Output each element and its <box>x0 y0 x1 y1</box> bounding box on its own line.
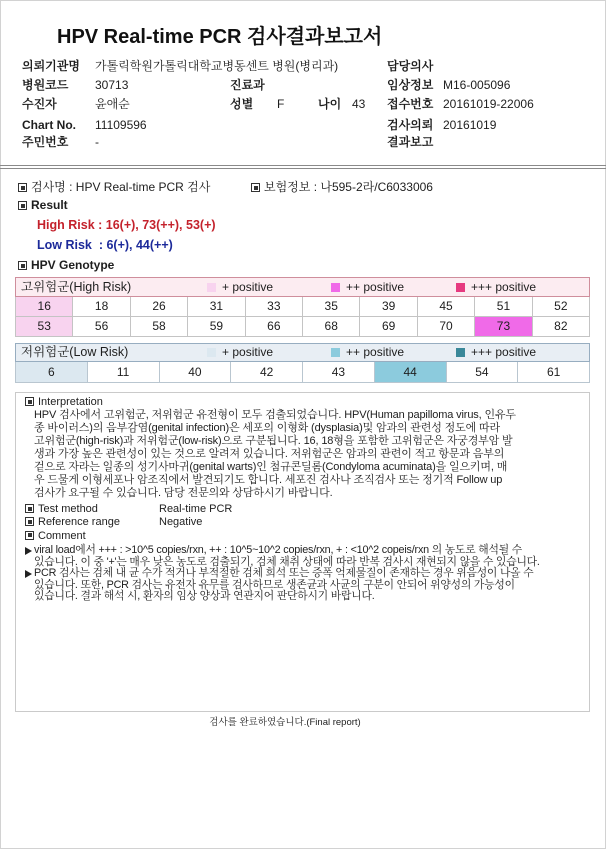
reference-range-label: Reference range <box>38 516 120 528</box>
square-bullet-icon <box>25 397 34 406</box>
legend-item-triple-positive <box>456 278 536 296</box>
comment-item <box>25 545 583 568</box>
report-title: HPV Real-time PCR 검사결과보고서 <box>57 26 383 48</box>
resident-number-value: - <box>95 135 99 149</box>
color-swatch-icon <box>207 283 216 292</box>
low-risk-genotype-cell: 43 <box>303 362 375 383</box>
comment-line: 있습니다. 결과 해석 시, 환자의 임상 양상과 연관지어 판단하시기 바랍니다. <box>34 590 375 603</box>
high-risk-genotype-cell: 18 <box>73 297 130 317</box>
chart-number-label: Chart No. <box>22 118 76 132</box>
color-swatch-icon <box>331 283 340 292</box>
square-bullet-icon <box>18 261 27 270</box>
comment-line: 있습니다. 이 중 '+'는 매우 낮은 농도로 검출되기, 검체 채취 상태에 따라 반복 검사시 재현되지 않을 수 있습니다. <box>34 555 540 568</box>
low-risk-genotype-grid <box>15 362 590 383</box>
report-date-label: 결과보고 <box>387 135 434 149</box>
insurance-info: 보험정보 : 나595-2라/C6033006 <box>264 180 433 194</box>
patient-name-value: 윤애순 <box>95 97 130 111</box>
test-name-row <box>18 180 210 194</box>
low-risk-genotype-cell: 61 <box>518 362 590 383</box>
comment-line: viral load에서 +++ : >10^5 copies/rxn, ++ : 10^5~10^2 copies/rxn, + : <10^2 copeis/rxn 의 농도로 해석될 수 <box>34 544 522 556</box>
clinical-info-label: 임상정보 <box>387 78 434 92</box>
high-risk-genotype-cell: 69 <box>360 317 417 337</box>
interpretation-line: HPV 검사에서 고위험군, 저위험군 유전형이 모두 검출되었습니다. HPV(Human papilloma virus, 인유두 <box>34 409 516 421</box>
interpretation-heading-text: Interpretation <box>38 396 103 408</box>
low-risk-genotype-row <box>15 362 590 383</box>
interpretation-line: 생과 가장 높은 관련성이 있는 것으로 알려져 있습니다. 저위험군은 암과의 관련이 적고 항문과 음부의 <box>34 448 505 460</box>
square-bullet-icon <box>18 201 27 210</box>
high-risk-genotype-cell: 66 <box>246 317 303 337</box>
comment-line: 있습니다. 또한, PCR 검사는 유전자 유무를 검사하므로 생존균과 사균의 구분이 안되어 위양성의 가능성이 <box>34 578 515 591</box>
physician-label: 담당의사 <box>387 59 434 73</box>
interpretation-line: 고위험군(high-risk)과 저위험군(low-risk)으로 구분됩니다. 16, 18형을 포함한 고위험군은 자궁경부암 발 <box>34 435 513 447</box>
high-risk-genotype-cell: 16 <box>15 297 73 317</box>
patient-name-label: 수진자 <box>22 97 57 111</box>
resident-number-label: 주민번호 <box>22 135 69 149</box>
hospital-code-label: 병원코드 <box>22 78 69 92</box>
low-risk-genotype-cell: 44 <box>375 362 447 383</box>
reference-range-value: Negative <box>159 516 203 528</box>
age-value: 43 <box>352 97 366 111</box>
age-label: 나이 <box>318 97 342 111</box>
low-risk-genotype-cell: 11 <box>88 362 160 383</box>
department-label: 진료과 <box>230 78 265 92</box>
clinical-info-value: M16-005096 <box>443 78 511 92</box>
legend-label: ++ positive <box>346 345 405 359</box>
request-date-value: 20161019 <box>443 118 497 132</box>
genotype-heading-text: HPV Genotype <box>31 258 115 272</box>
triangle-bullet-icon <box>25 570 32 578</box>
color-swatch-icon <box>456 348 465 357</box>
low-risk-table-header <box>15 343 590 362</box>
square-bullet-icon <box>25 517 34 526</box>
completion-note: 검사를 완료하였습니다.(Final report) <box>209 717 361 728</box>
square-bullet-icon <box>18 183 27 192</box>
high-risk-genotype-cell: 51 <box>475 297 532 317</box>
legend-label: +++ positive <box>471 345 537 359</box>
info-row-institution <box>0 58 606 74</box>
high-risk-genotype-cell: 26 <box>131 297 188 317</box>
high-risk-genotype-table <box>15 277 590 337</box>
square-bullet-icon <box>25 504 34 513</box>
high-risk-result: High Risk : 16(+), 73(++), 53(+) <box>37 218 216 232</box>
section-divider <box>0 165 606 169</box>
interpretation-box <box>15 392 590 712</box>
low-risk-genotype-cell: 40 <box>160 362 232 383</box>
low-risk-genotype-table <box>15 343 590 383</box>
chart-number-value: 11109596 <box>95 118 147 132</box>
test-method-value: Real-time PCR <box>159 503 233 515</box>
test-method-label: Test method <box>38 503 98 515</box>
comment-line: PCR 검사는 검체 내 균 수가 적거나 부적절한 검체 희석 또는 증폭 억제물질이 존재하는 경우 위음성이 나올 수 <box>34 567 534 580</box>
interpretation-line: 겉으로 자라는 일종의 성기사마귀(genital warts)인 첨규콘딜롬(Condyloma acuminata)을 일으키며, 매 <box>34 461 508 473</box>
high-risk-table-title: 고위험군(High Risk) <box>21 280 132 294</box>
high-risk-genotype-cell: 52 <box>533 297 590 317</box>
reference-range-row <box>25 516 583 530</box>
interpretation-heading <box>25 396 583 409</box>
legend-item-positive <box>207 344 273 361</box>
comment-list <box>25 545 583 603</box>
high-risk-genotype-cell: 56 <box>73 317 130 337</box>
legend-item-double-positive <box>331 344 404 361</box>
result-heading-text: Result <box>31 198 68 212</box>
high-risk-genotype-cell: 35 <box>303 297 360 317</box>
info-row-patient <box>0 96 606 112</box>
receipt-number-label: 접수번호 <box>387 97 434 111</box>
high-risk-genotype-cell: 68 <box>303 317 360 337</box>
low-risk-genotype-cell: 6 <box>15 362 88 383</box>
info-row-chart <box>0 117 606 133</box>
high-risk-genotype-cell: 82 <box>533 317 590 337</box>
insurance-row <box>251 180 433 194</box>
low-risk-table-title: 저위험군(Low Risk) <box>21 345 129 359</box>
legend-label: + positive <box>222 345 274 359</box>
info-row-resident <box>0 134 606 150</box>
institution-value: 가톨릭학원가톨릭대학교병동센트 병원(병리과) <box>95 59 339 73</box>
interpretation-text <box>34 409 583 500</box>
interpretation-line: 검사가 요구될 수 있습니다. 담당 전문의와 상담하시기 바랍니다. <box>34 487 333 499</box>
color-swatch-icon <box>456 283 465 292</box>
high-risk-genotype-cell: 53 <box>15 317 73 337</box>
high-risk-genotype-cell: 45 <box>418 297 475 317</box>
request-date-label: 검사의뢰 <box>387 118 434 132</box>
test-method-row <box>25 503 583 516</box>
high-risk-genotype-cell: 31 <box>188 297 245 317</box>
comment-heading-text: Comment <box>38 529 86 542</box>
color-swatch-icon <box>331 348 340 357</box>
high-risk-genotype-row <box>15 297 590 317</box>
receipt-number-value: 20161019-22006 <box>443 97 534 111</box>
high-risk-genotype-row <box>15 317 590 337</box>
test-name: 검사명 : HPV Real-time PCR 검사 <box>31 180 211 194</box>
low-risk-result: Low Risk : 6(+), 44(++) <box>37 238 173 252</box>
color-swatch-icon <box>207 348 216 357</box>
legend-item-double-positive <box>331 278 404 296</box>
legend-item-positive <box>207 278 273 296</box>
comment-item <box>25 568 583 603</box>
high-risk-genotype-cell: 58 <box>131 317 188 337</box>
low-risk-genotype-cell: 54 <box>447 362 519 383</box>
high-risk-genotype-cell: 39 <box>360 297 417 317</box>
legend-item-triple-positive <box>456 344 536 361</box>
interpretation-line: 우 드물게 이형세포나 암조직에서 발견되기도 합니다. 세포진 검사나 조직검사 또는 정기적 Follow up <box>34 474 503 486</box>
high-risk-genotype-cell: 33 <box>246 297 303 317</box>
high-risk-genotype-cell: 59 <box>188 317 245 337</box>
legend-label: +++ positive <box>471 280 537 294</box>
high-risk-genotype-cell: 73 <box>475 317 532 337</box>
high-risk-genotype-grid <box>15 297 590 337</box>
interpretation-line: 종 바이러스)의 음부감염(genital infection)은 세포의 이형화 (dysplasia)및 암과의 관련성 정도에 따라 <box>34 422 500 434</box>
genotype-heading <box>18 258 114 272</box>
comment-heading <box>25 530 583 543</box>
low-risk-genotype-cell: 42 <box>231 362 303 383</box>
triangle-bullet-icon <box>25 547 32 555</box>
square-bullet-icon <box>251 183 260 192</box>
square-bullet-icon <box>25 531 34 540</box>
sex-value: F <box>277 97 285 111</box>
high-risk-genotype-cell: 70 <box>418 317 475 337</box>
sex-label: 성별 <box>230 97 254 111</box>
legend-label: + positive <box>222 280 274 294</box>
institution-label: 의뢰기관명 <box>22 59 80 73</box>
hospital-code-value: 30713 <box>95 78 129 92</box>
high-risk-table-header <box>15 277 590 297</box>
info-row-hospital-code <box>0 77 606 93</box>
result-heading <box>18 198 68 212</box>
legend-label: ++ positive <box>346 280 405 294</box>
